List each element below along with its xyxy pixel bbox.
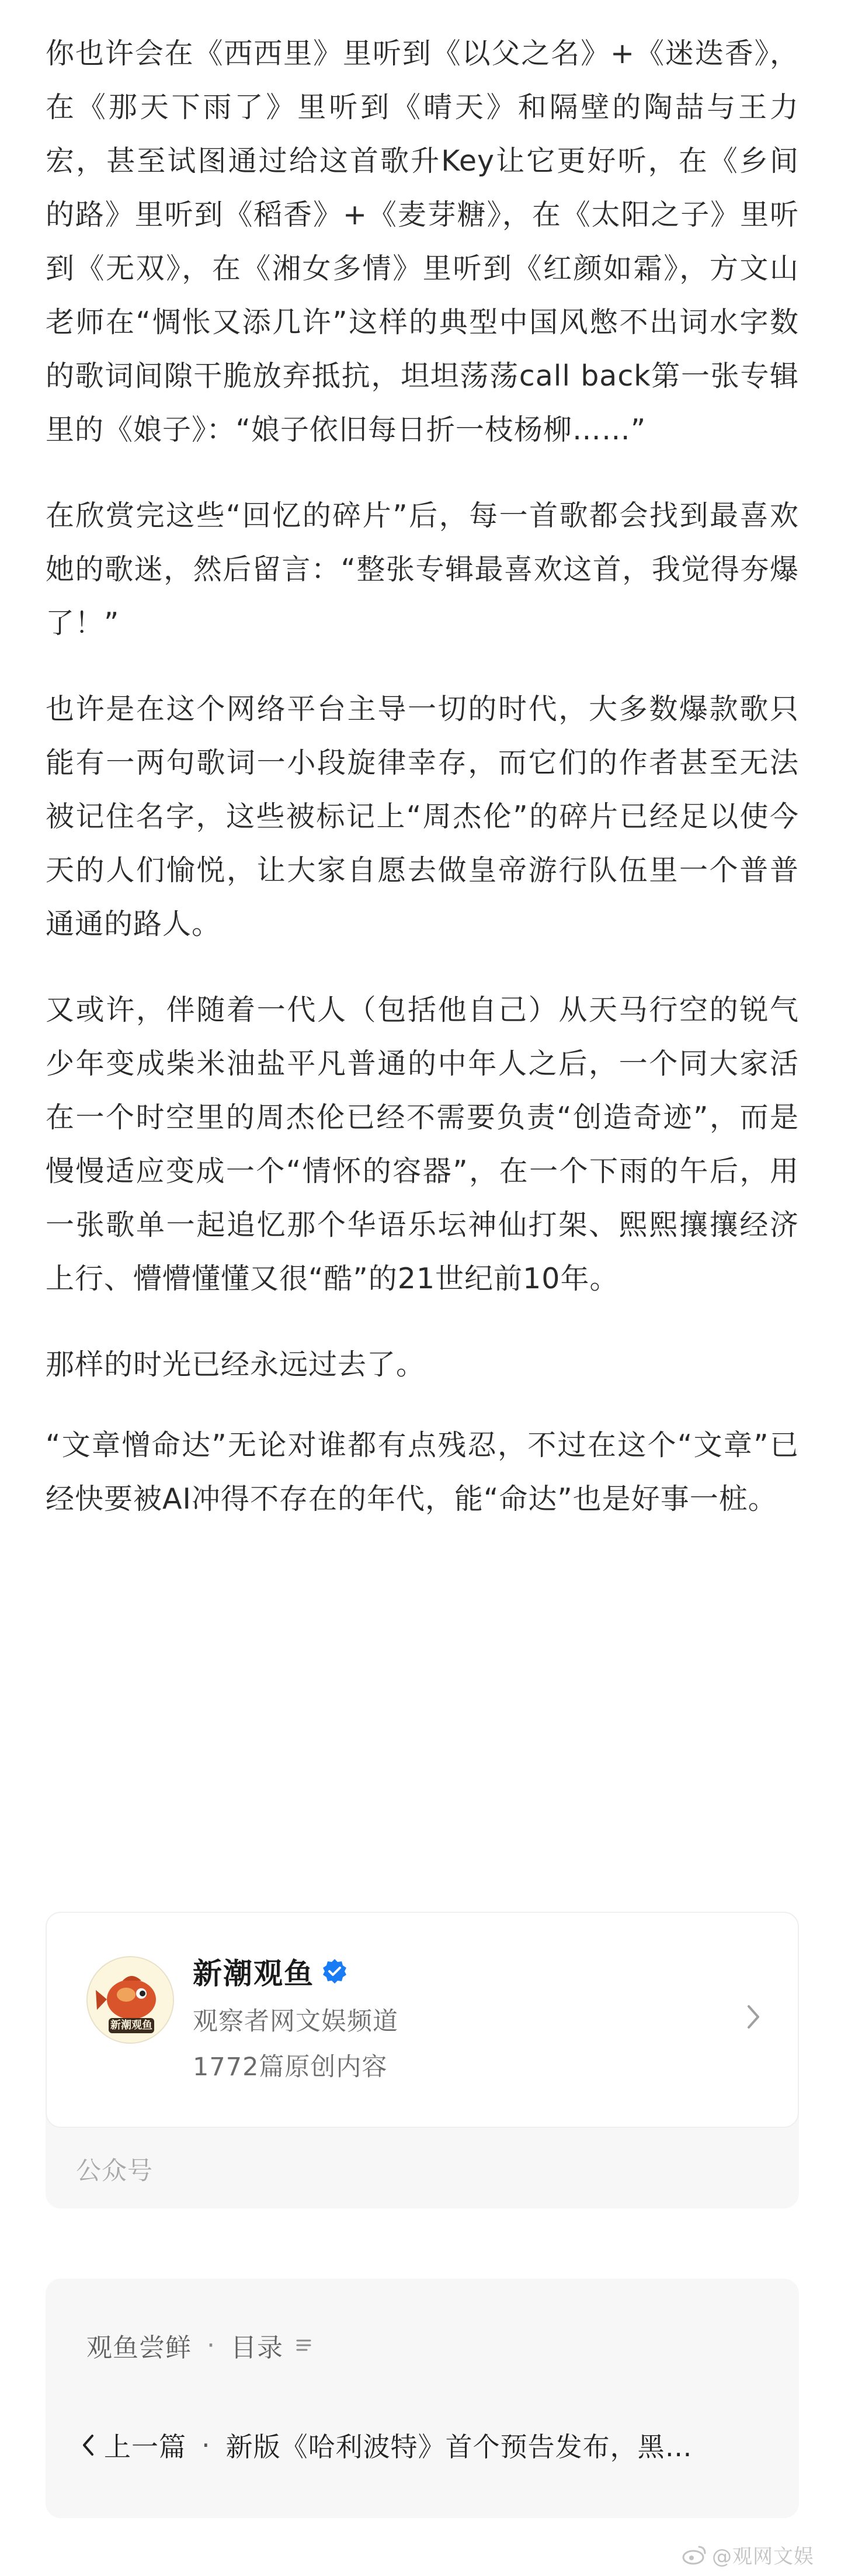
article-paragraph: 那样的时光已经永远过去了。 bbox=[46, 1348, 426, 1381]
account-card[interactable] bbox=[46, 1912, 799, 2209]
account-name-row bbox=[193, 1950, 348, 1992]
article-paragraph: 你也许会在《西西里》里听到《以父之名》+《迷迭香》，在《那天下雨了》里听到《晴天》和隔壁的陶喆与王力宏，甚至试图通过给这首歌升Key让它更好听，在《乡间的路》里听到《稻香》+《麦芽糖》，在《太阳之子》里听到《无双》，在《湘女多情》里听到《红颜如霜》，方文山老师在“惆怅又添几许”这样的典型中国风憋不出词水字数的歌词间隙干脆放弃抵抗，坦坦荡荡call back第一张专辑里的《娘子》：“娘子依旧每日折一枝杨柳……” bbox=[46, 37, 799, 446]
article-paragraph: 在欣赏完这些“回忆的碎片”后，每一首歌都会找到最喜欢她的歌迷，然后留言：“整张专辑最喜欢这首，我觉得夯爆了！” bbox=[46, 499, 799, 640]
account-type-label: 公众号 bbox=[76, 2157, 153, 2186]
article-paragraph: 也许是在这个网络平台主导一切的时代，大多数爆款歌只能有一两句歌词一小段旋律幸存，而它们的作者甚至无法被记住名字，这些被标记上“周杰伦”的碎片已经足以使今天的人们愉悦，让大家自愿去做皇帝游行队伍里一个普普通通的路人。 bbox=[46, 692, 799, 941]
account-profile-link[interactable] bbox=[46, 1912, 799, 2128]
catalog-link[interactable]: 目录 bbox=[231, 2333, 283, 2363]
previous-article-link[interactable] bbox=[79, 2426, 693, 2464]
avatar-logo-text: 新潮观鱼 bbox=[110, 2019, 152, 2031]
avatar bbox=[86, 1956, 174, 2044]
separator-dot: · bbox=[201, 2429, 211, 2461]
verified-badge-icon bbox=[321, 1958, 348, 1985]
collection-header[interactable] bbox=[86, 2327, 314, 2364]
chevron-left-icon bbox=[79, 2431, 97, 2459]
article-navigation bbox=[46, 2279, 799, 2518]
list-icon bbox=[294, 2335, 314, 2355]
previous-label: 上一篇 bbox=[104, 2431, 186, 2463]
article-paragraph: “文章憎命达”无论对谁都有点残忍，不过在这个“文章”已经快要被AI冲得不存在的年代，能“命达”也是好事一桩。 bbox=[46, 1429, 799, 1516]
account-name: 新潮观鱼 bbox=[193, 1957, 314, 1991]
weibo-icon bbox=[682, 2544, 707, 2565]
previous-title: 新版《哈利波特》首个预告发布，黑… bbox=[225, 2431, 693, 2463]
watermark bbox=[682, 2540, 814, 2569]
collection-name[interactable]: 观鱼尝鲜 bbox=[86, 2333, 192, 2363]
article-paragraph: 又或许，伴随着一代人（包括他自己）从天马行空的锐气少年变成柴米油盐平凡普通的中年人之后，一个同大家活在一个时空里的周杰伦已经不需要负责“创造奇迹”，而是慢慢适应变成一个“情怀的容器”，在一个下雨的午后，用一张歌单一起追忆那个华语乐坛神仙打架、熙熙攘攘经济上行、懵懵懂懂又很“酷”的21世纪前10年。 bbox=[46, 993, 799, 1295]
separator-dot: · bbox=[207, 2330, 216, 2360]
original-count: 1772篇原创内容 bbox=[193, 2053, 388, 2082]
chevron-right-icon[interactable] bbox=[742, 1999, 765, 2034]
watermark-text: @观网文娱 bbox=[712, 2545, 814, 2568]
account-description: 观察者网文娱频道 bbox=[193, 2007, 398, 2036]
article-body bbox=[46, 27, 799, 1558]
